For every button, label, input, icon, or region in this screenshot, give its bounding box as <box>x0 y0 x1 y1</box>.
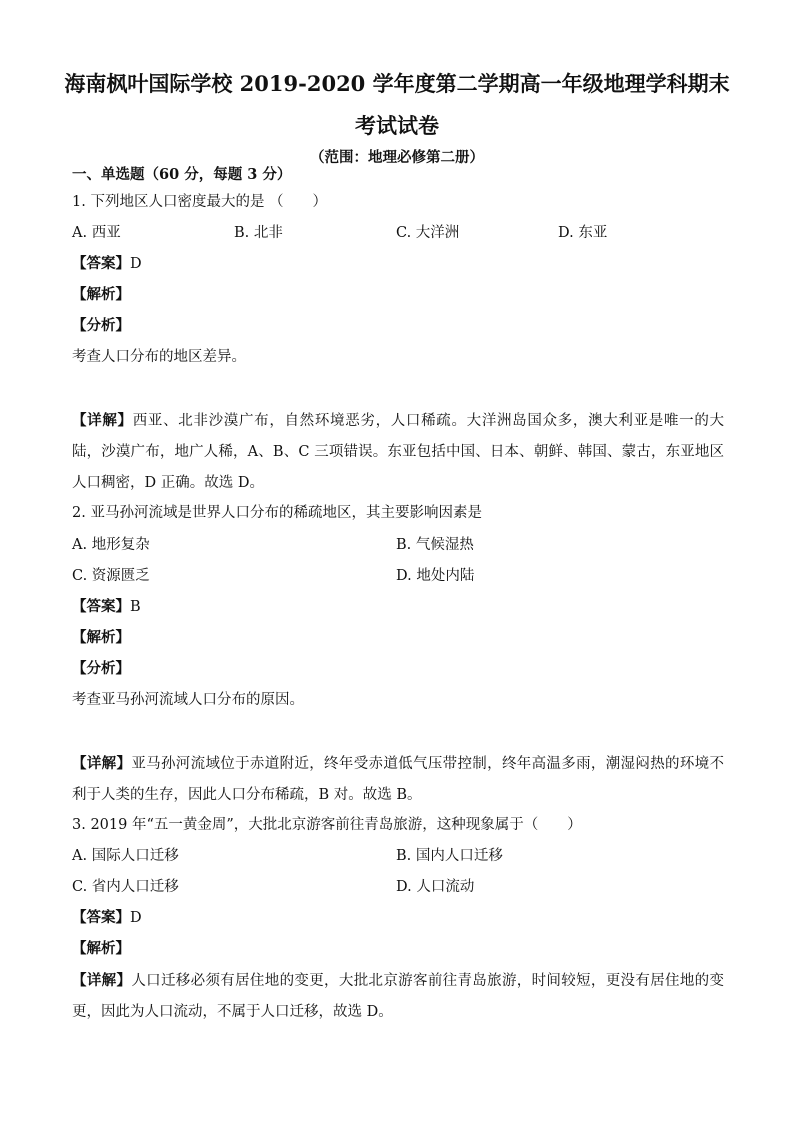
q2-detail-text: 亚马孙河流域位于赤道附近，终年受赤道低气压带控制，终年高温多雨，潮湿闷热的环境不利于人类的生存，因此人口分布稀疏，B 对。故选 B。 <box>72 756 725 803</box>
q3-detail-text: 人口迁移必须有居住地的变更，大批北京游客前往青岛旅游，时间较短，更没有居住地的变更，因此为人口流动，不属于人口迁移，故选 D。 <box>72 973 725 1020</box>
q1-answer-value: D <box>130 256 142 272</box>
answer-tag: 【答案】 <box>72 909 130 926</box>
q2-answer-value: B <box>130 599 141 615</box>
q3-analysis-tag: 【解析】 <box>72 940 130 957</box>
detail-tag: 【详解】 <box>72 412 133 429</box>
q1-stem: 1. 下列地区人口密度最大的是 （ ） <box>72 194 328 210</box>
q2-option-c: C. 资源匮乏 <box>72 568 150 584</box>
detail-tag: 【详解】 <box>72 755 132 772</box>
q2-answer <box>72 597 141 617</box>
q3-detail <box>72 965 724 1028</box>
q2-option-a: A. 地形复杂 <box>72 537 150 553</box>
q3-option-c: C. 省内人口迁移 <box>72 879 179 895</box>
q3-stem: 3. 2019 年“五一黄金周”，大批北京游客前往青岛旅游，这种现象属于（ ） <box>72 817 582 833</box>
q1-option-b: B. 北非 <box>234 225 283 241</box>
document-title-line2: 考试试卷 <box>355 113 439 138</box>
answer-tag: 【答案】 <box>72 255 130 272</box>
q3-answer-value: D <box>130 910 142 926</box>
q3-answer <box>72 908 142 928</box>
q3-option-b: B. 国内人口迁移 <box>396 848 503 864</box>
q3-option-a: A. 国际人口迁移 <box>72 848 179 864</box>
q2-analyze-tag: 【分析】 <box>72 660 130 677</box>
q1-option-c: C. 大洋洲 <box>396 225 460 241</box>
q3-option-d: D. 人口流动 <box>396 879 475 895</box>
detail-tag: 【详解】 <box>72 972 132 989</box>
document-subtitle: （范围：地理必修第二册） <box>310 149 484 166</box>
section-heading: 一、单选题（60 分，每题 3 分） <box>72 166 292 183</box>
q1-answer <box>72 254 142 274</box>
q1-detail-text: 西亚、北非沙漠广布，自然环境恶劣，人口稀疏。大洋洲岛国众多，澳大利亚是唯一的大陆，沙漠广布，地广人稀，A、B、C 三项错误。东亚包括中国、日本、朝鲜、韩国、蒙古，东亚地区人口稠密，D 正确。故选 D。 <box>72 413 725 491</box>
q2-analyze-text: 考查亚马孙河流域人口分布的原因。 <box>72 692 304 708</box>
q2-detail <box>72 748 724 811</box>
answer-tag: 【答案】 <box>72 598 130 615</box>
q2-analysis-tag: 【解析】 <box>72 629 130 646</box>
q1-option-d: D. 东亚 <box>558 225 608 241</box>
q2-stem: 2. 亚马孙河流域是世界人口分布的稀疏地区，其主要影响因素是 <box>72 505 482 521</box>
q2-option-b: B. 气候湿热 <box>396 537 474 553</box>
q1-analyze-tag: 【分析】 <box>72 317 130 334</box>
q1-analysis-tag: 【解析】 <box>72 286 130 303</box>
q1-detail <box>72 405 724 499</box>
q2-option-d: D. 地处内陆 <box>396 568 475 584</box>
q1-option-a: A. 西亚 <box>72 225 121 241</box>
q1-analyze-text: 考查人口分布的地区差异。 <box>72 349 246 365</box>
document-title-line1: 海南枫叶国际学校 2019-2020 学年度第二学期高一年级地理学科期末 <box>64 71 730 96</box>
